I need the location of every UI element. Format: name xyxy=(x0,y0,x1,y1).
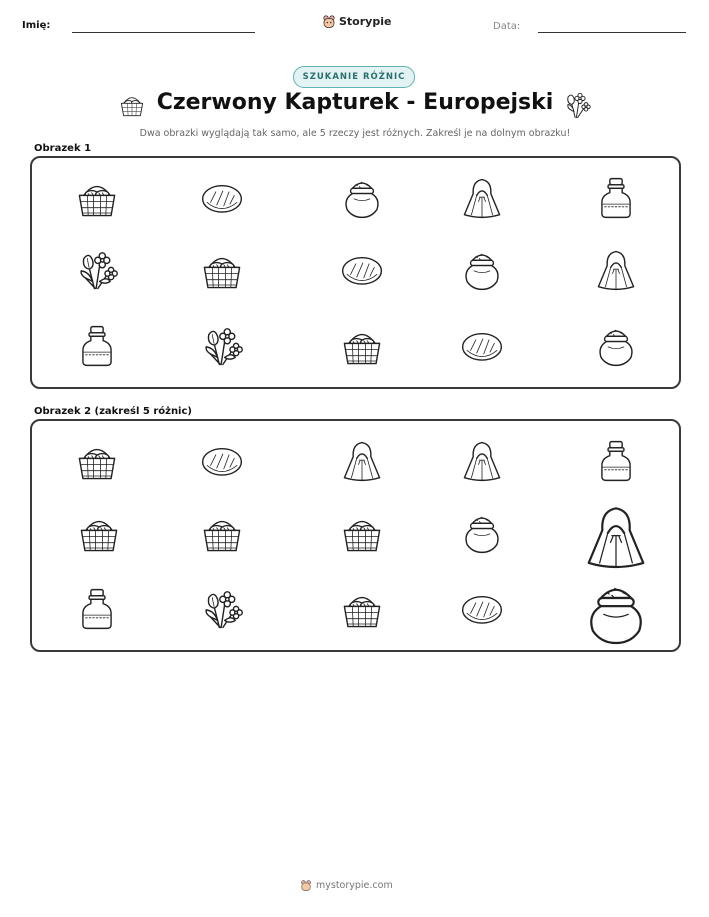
cloak-icon[interactable] xyxy=(344,443,379,481)
flowers-icon xyxy=(206,329,242,365)
basket-icon[interactable] xyxy=(344,522,379,551)
cloak-icon[interactable] xyxy=(589,508,644,567)
picture1-panel xyxy=(30,156,681,389)
page-title: Czerwony Kapturek - Europejski xyxy=(156,90,554,115)
activity-badge: SZUKANIE RÓŻNIC xyxy=(293,66,415,88)
basket-icon[interactable] xyxy=(79,450,114,479)
pot-icon[interactable] xyxy=(591,588,640,643)
basket-icon[interactable] xyxy=(204,522,239,551)
bread-icon[interactable] xyxy=(463,597,502,623)
picture1-items xyxy=(32,158,679,387)
jar-icon xyxy=(602,179,630,218)
brand-name: Storypie xyxy=(339,15,392,28)
jar-icon[interactable] xyxy=(83,590,111,629)
jar-icon[interactable] xyxy=(602,442,630,481)
footer xyxy=(300,879,420,892)
basket-icon xyxy=(79,187,114,216)
pot-icon xyxy=(466,254,498,289)
name-line[interactable] xyxy=(72,32,255,33)
cloak-icon xyxy=(598,252,633,290)
pot-icon xyxy=(600,330,632,365)
picture1-label: Obrazek 1 xyxy=(34,143,92,154)
jar-icon xyxy=(83,327,111,366)
picture2-label: Obrazek 2 (zakreśl 5 różnic) xyxy=(34,406,192,417)
bread-icon xyxy=(463,334,502,360)
cloak-icon[interactable] xyxy=(464,443,499,481)
footer-site: mystorypie.com xyxy=(316,880,393,891)
storypie-mascot-icon xyxy=(322,14,336,29)
pot-icon[interactable] xyxy=(466,517,498,552)
basket-icon[interactable] xyxy=(344,598,379,627)
flowers-icon[interactable] xyxy=(206,592,242,628)
basket-icon[interactable] xyxy=(81,522,116,551)
brand-logo xyxy=(322,14,391,29)
bread-icon xyxy=(343,258,382,284)
date-line[interactable] xyxy=(538,32,686,33)
picture2-panel[interactable] xyxy=(30,419,681,652)
pot-icon xyxy=(346,182,378,217)
flowers-icon xyxy=(81,253,117,289)
name-label: Imię: xyxy=(22,20,51,31)
instructions: Dwa obrazki wyglądają tak samo, ale 5 rzeczy jest różnych. Zakreśl je na dolnym obrazku! xyxy=(139,128,571,139)
picture2-items xyxy=(32,421,679,650)
basket-icon xyxy=(344,335,379,364)
cloak-icon xyxy=(464,180,499,218)
bread-icon xyxy=(203,186,242,212)
flowers-icon xyxy=(562,89,592,121)
storypie-mascot-icon xyxy=(300,879,312,892)
date-label: Data: xyxy=(493,21,521,32)
bread-icon[interactable] xyxy=(203,449,242,475)
basket-icon xyxy=(204,259,239,288)
